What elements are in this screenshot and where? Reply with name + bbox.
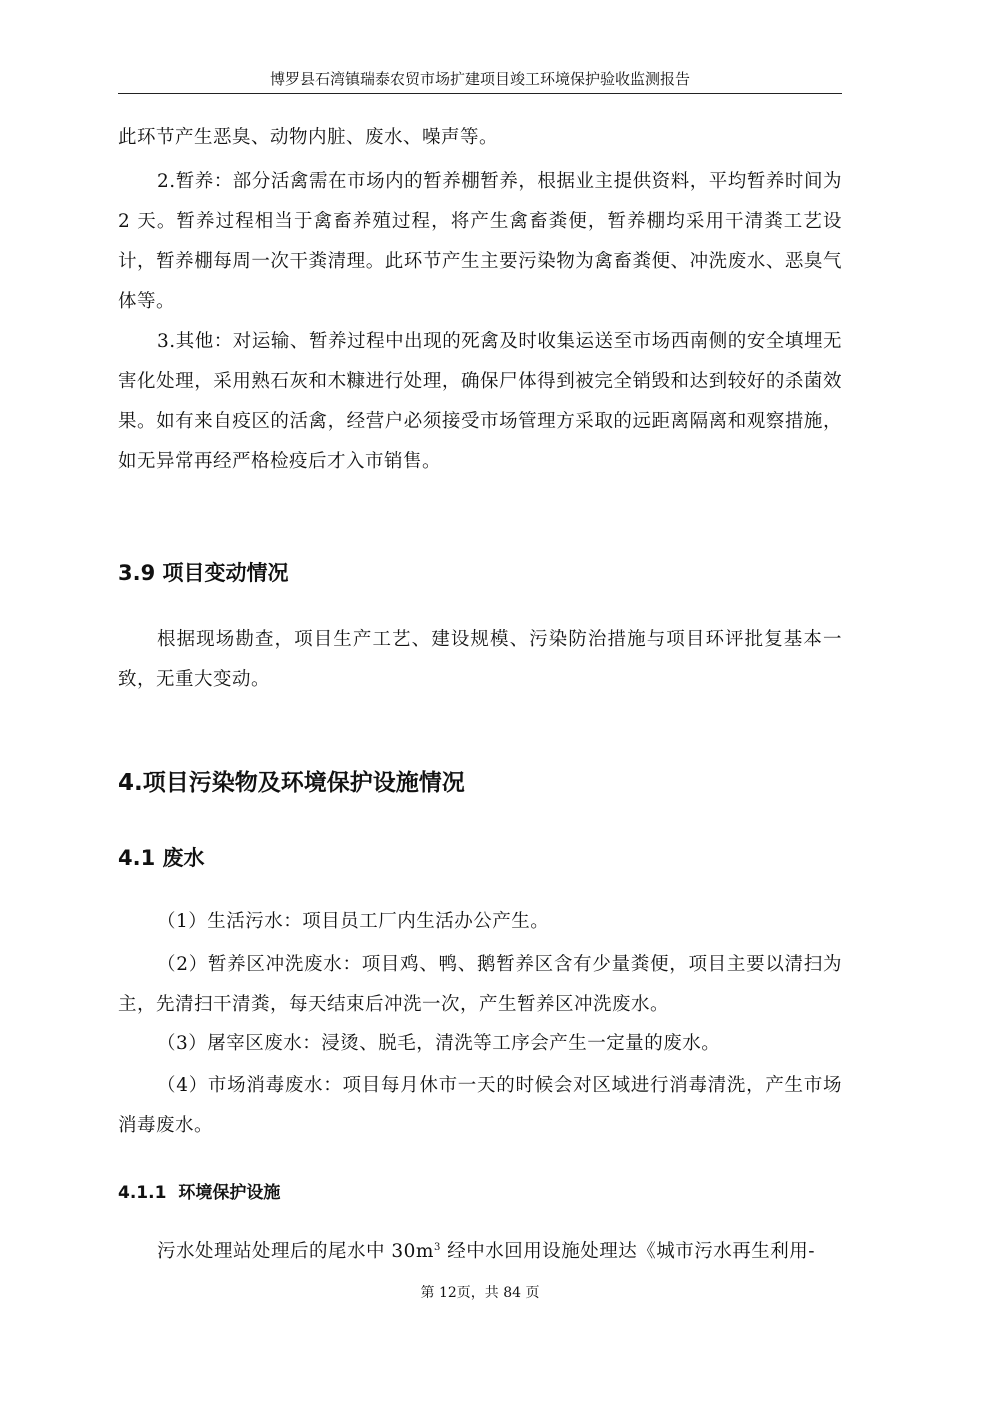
paragraph-4-1-item-2: （2）暂养区冲洗废水：项目鸡、鸭、鹅暂养区含有少量粪便，项目主要以清扫为主，先清扫干清粪，每天结束后冲洗一次，产生暂养区冲洗废水。 xyxy=(118,954,842,1015)
paragraph-4-1-item-1: （1）生活污水：项目员工厂内生活办公产生。 xyxy=(157,911,550,932)
paragraph-last xyxy=(118,1232,842,1272)
section-heading-3-9: 3.9 项目变动情况 xyxy=(118,561,289,585)
page-header: 博罗县石湾镇瑞泰农贸市场扩建项目竣工环境保护验收监测报告 xyxy=(269,70,690,88)
paragraph-intro: 此环节产生恶臭、动物内脏、废水、噪声等。 xyxy=(118,127,499,148)
section-heading-4-1: 4.1 废水 xyxy=(118,846,205,870)
section-heading-4-1-1-number: 4.1.1 xyxy=(118,1183,167,1203)
paragraph-last-part-b: 经中水回用设施处理达《城市污水再生利用- xyxy=(440,1241,815,1262)
page-number-footer: 第 12页，共 84 页 xyxy=(420,1285,540,1301)
paragraph-qita: 3.其他：对运输、暂养过程中出现的死禽及时收集运送至市场西南侧的安全填埋无害化处理，采用熟石灰和木糠进行处理，确保尸体得到被完全销毁和达到较好的杀菌效果。如有来自疫区的活禽，经营户必须接受市场管理方采取的远距离隔离和观察措施，如无异常再经严格检疫后才入市销售。 xyxy=(118,331,842,472)
paragraph-4-1-item-3: （3）屠宰区废水：浸烫、脱毛，清洗等工序会产生一定量的废水。 xyxy=(157,1033,721,1054)
paragraph-last-part-a: 污水处理站处理后的尾水中 30m xyxy=(157,1241,434,1262)
paragraph-4-1-item-4: （4）市场消毒废水：项目每月休市一天的时候会对区域进行消毒清洗，产生市场消毒废水。 xyxy=(118,1075,842,1136)
cubic-superscript: 3 xyxy=(433,1241,441,1253)
section-heading-4-1-1-text: 环境保护设施 xyxy=(178,1183,281,1203)
paragraph-3-9: 根据现场勘查，项目生产工艺、建设规模、污染防治措施与项目环评批复基本一致，无重大变动。 xyxy=(118,629,842,690)
header-divider xyxy=(118,93,842,94)
section-heading-4-1-1 xyxy=(118,1178,280,1203)
paragraph-zanyang: 2.暂养：部分活禽需在市场内的暂养棚暂养，根据业主提供资料，平均暂养时间为 2 天。暂养过程相当于禽畜养殖过程，将产生禽畜粪便，暂养棚均采用干清粪工艺设计，暂养棚每周一次干粪清理。此环节产生主要污染物为禽畜粪便、冲洗废水、恶臭气体等。 xyxy=(118,171,842,312)
section-heading-4: 4.项目污染物及环境保护设施情况 xyxy=(118,770,465,796)
